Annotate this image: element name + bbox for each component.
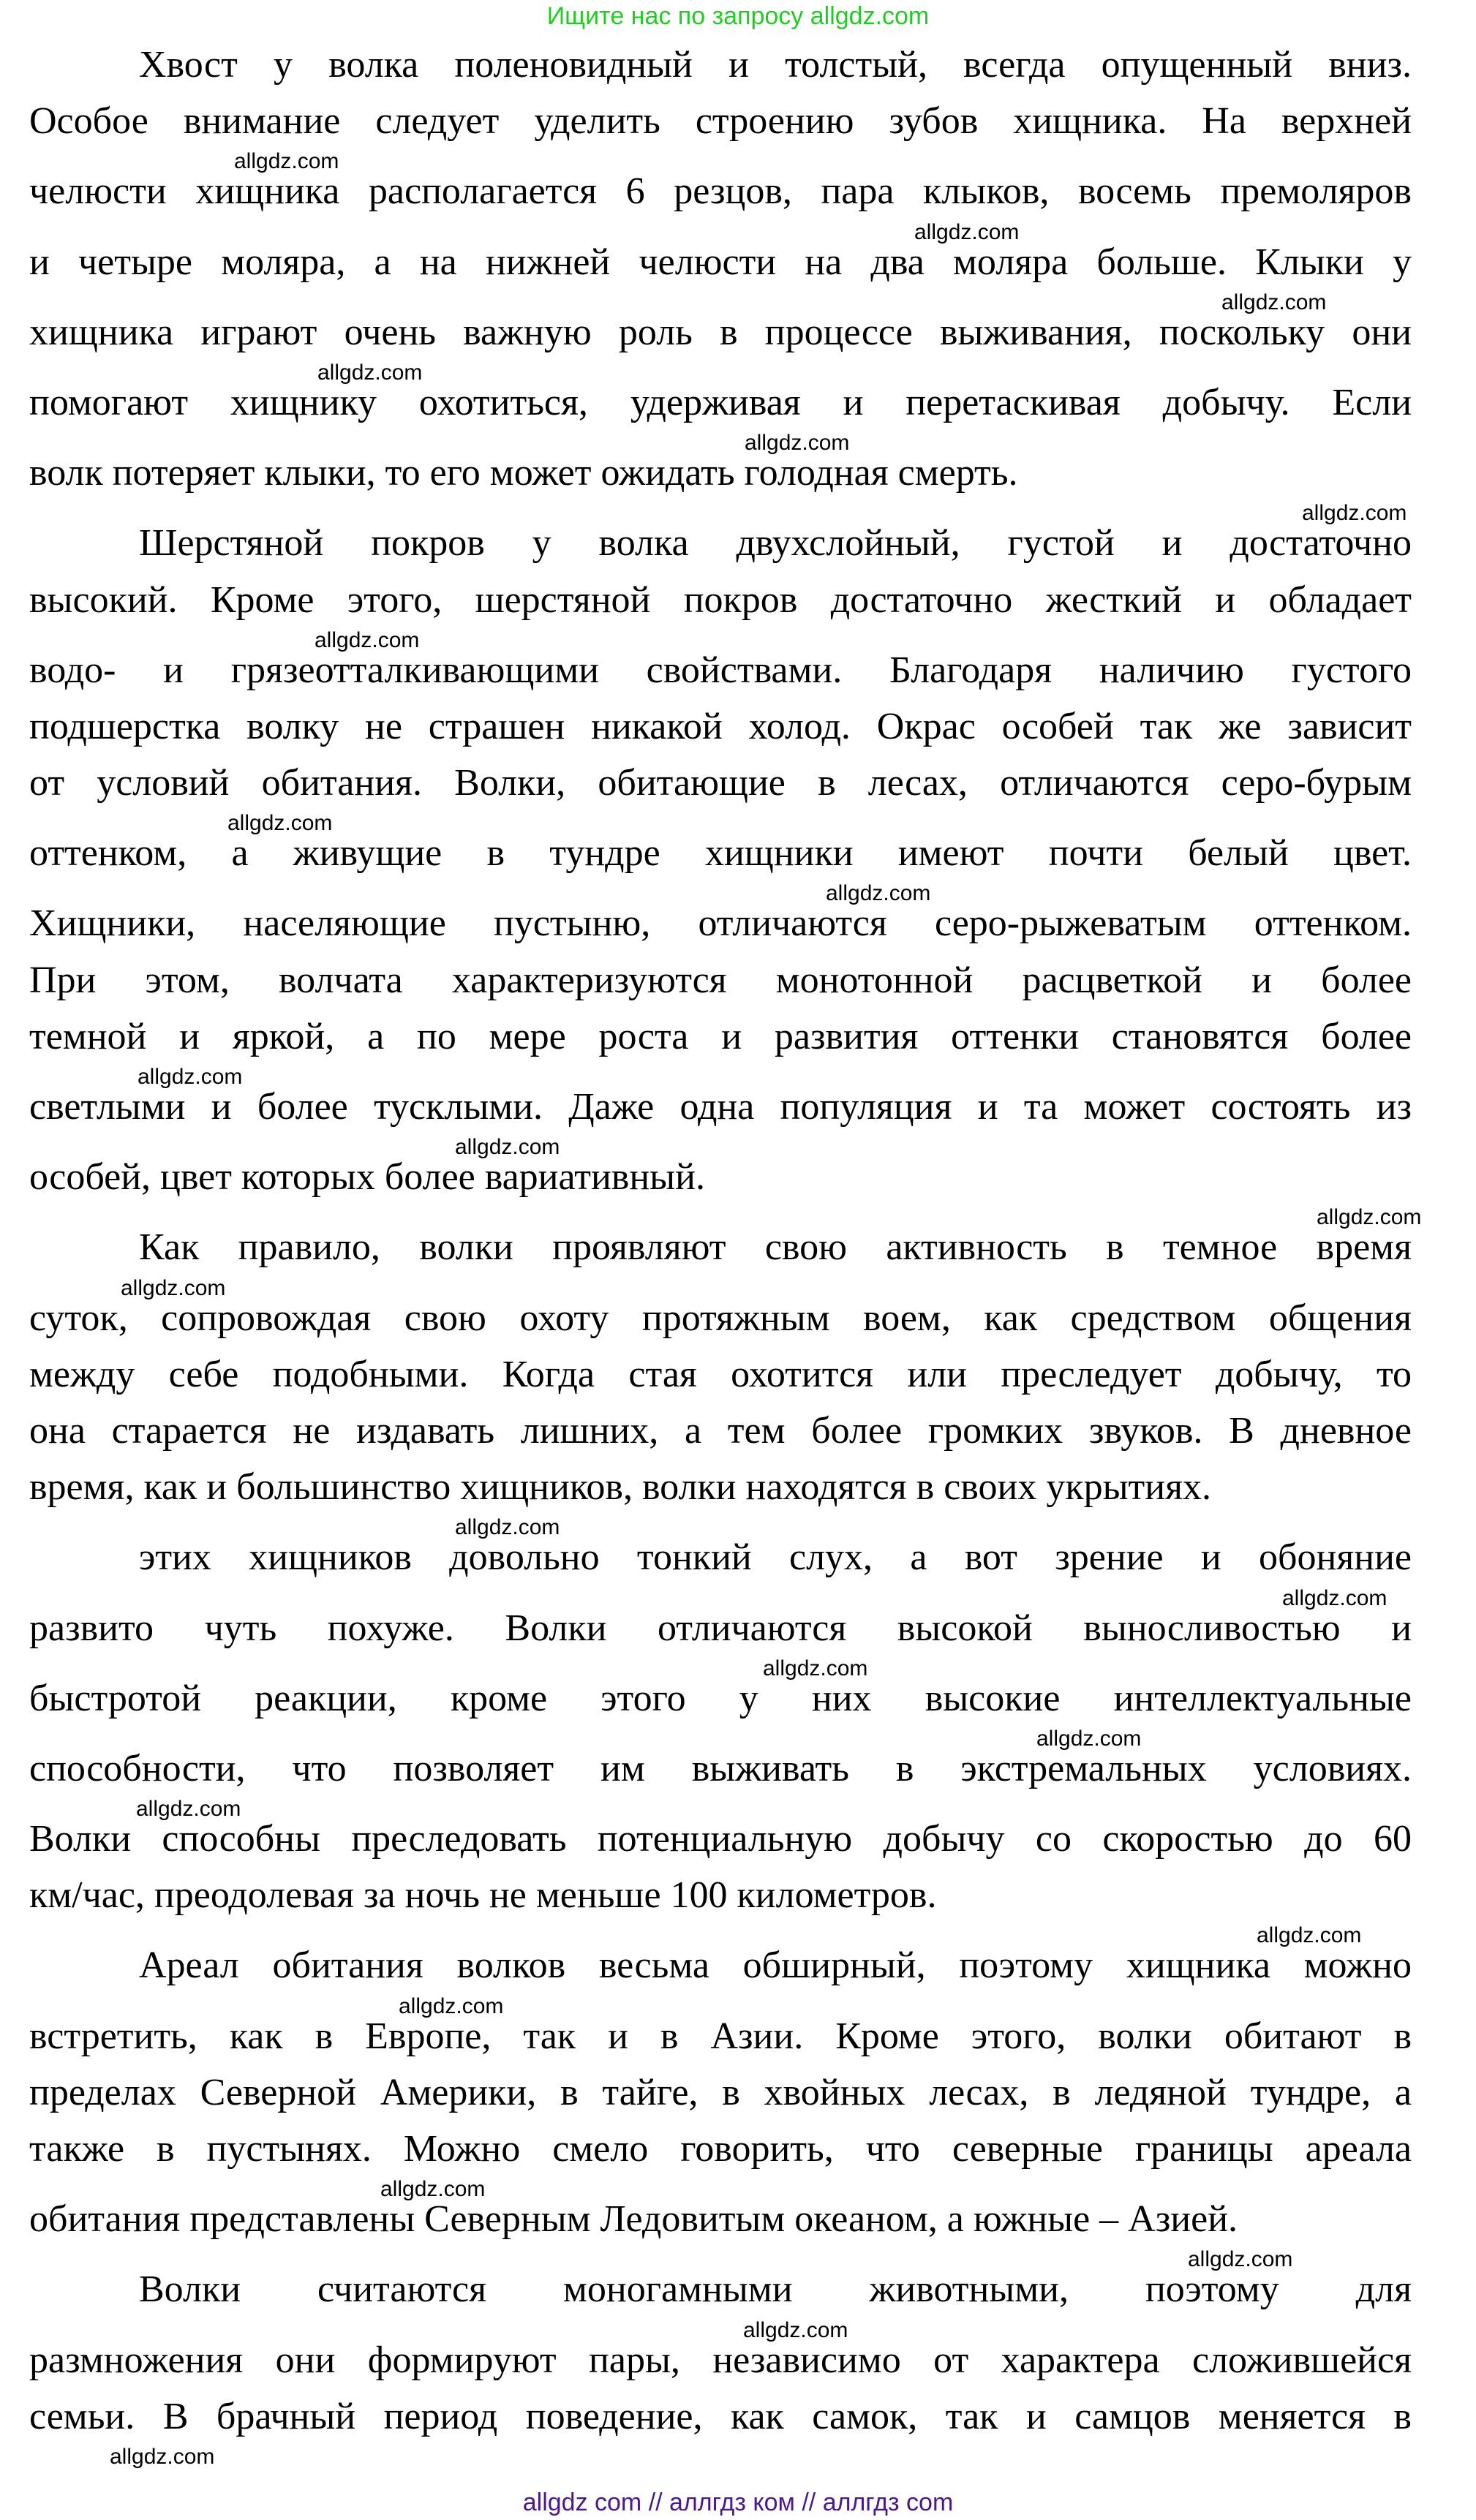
text-line: помогают хищнику охотиться, удерживая и перетаскивая добычу. Если: [29, 381, 1412, 423]
watermark-row: [29, 361, 1412, 385]
watermark-row: [29, 2177, 1412, 2202]
article-text: [29, 44, 1422, 2470]
watermark-row: [29, 628, 1412, 653]
watermark-row: [29, 1135, 1412, 1160]
watermark-row: [29, 1515, 1412, 1540]
text-line: также в пустынях. Можно смело говорить, что северные границы ареала: [29, 2128, 1412, 2170]
text-line: челюсти хищника располагается 6 резцов, пара клыков, восемь премоляров: [29, 170, 1412, 213]
text-line: высокий. Кроме этого, шерстяной покров достаточно жесткий и обладает: [29, 578, 1412, 621]
text-line: Хвост у волка поленовидный и толстый, всегда опущенный вниз.: [139, 44, 1412, 86]
text-line: от условий обитания. Волки, обитающие в лесах, отличаются серо-бурым: [29, 762, 1412, 804]
watermark-row: [29, 290, 1412, 315]
text-line: встретить, как в Европе, так и в Азии. Кроме этого, волки обитают в: [29, 2015, 1412, 2057]
watermark: allgdz.com: [1302, 501, 1407, 526]
watermark: allgdz.com: [136, 1797, 241, 1822]
watermark-row: [29, 1205, 1422, 1230]
watermark-row: [29, 881, 1412, 906]
text-line: развито чуть похуже. Волки отличаются высокой выносливостью и: [29, 1607, 1412, 1649]
watermark: allgdz.com: [317, 360, 423, 385]
watermark-row: [29, 149, 1412, 174]
text-line: Ареал обитания волков весьма обширный, поэтому хищника можно: [139, 1944, 1412, 1987]
text-line: особей, цвет которых более вариативный.: [29, 1156, 705, 1199]
text-line: При этом, волчата характеризуются монотонной расцветкой и более: [29, 959, 1412, 1001]
watermark: allgdz.com: [826, 881, 931, 906]
text-line: волк потеряет клыки, то его может ожидать голодная смерть.: [29, 452, 1018, 494]
watermark: allgdz.com: [121, 1275, 226, 1300]
watermark-row: [29, 1727, 1412, 1751]
text-line: светлыми и более тусклыми. Даже одна популяция и та может состоять из: [29, 1086, 1412, 1128]
watermark-row: [29, 1065, 1412, 1090]
text-line: Волки способны преследовать потенциальную добычу со скоростью до 60: [29, 1818, 1412, 1860]
text-line: пределах Северной Америки, в тайге, в хвойных лесах, в ледяной тундре, а: [29, 2071, 1412, 2113]
watermark: allgdz.com: [315, 627, 420, 652]
watermark: allgdz.com: [1317, 1205, 1422, 1230]
watermark-row: [29, 2318, 1412, 2343]
text-line: и четыре моляра, а на нижней челюсти на два моляра больше. Клыки у: [29, 241, 1412, 283]
text-line: оттенком, а живущие в тундре хищники имеют почти белый цвет.: [29, 832, 1412, 875]
watermark: allgdz.com: [743, 2317, 848, 2342]
text-line: Хищники, населяющие пустыню, отличаются серо-рыжеватым оттенком.: [29, 902, 1412, 945]
watermark-row: [29, 811, 1412, 836]
text-line: суток, сопровождая свою охоту протяжным воем, как средством общения: [29, 1297, 1412, 1339]
watermark: allgdz.com: [1036, 1726, 1142, 1751]
watermark-row: [29, 1276, 1412, 1301]
watermark-row: [29, 1656, 1412, 1681]
text-line: обитания представлены Северным Ледовитым океаном, а южные – Азией.: [29, 2198, 1238, 2241]
text-line: Волки считаются моногамными животными, поэтому для: [139, 2268, 1412, 2311]
watermark-row: [29, 2445, 1412, 2470]
text-line: она старается не издавать лишних, а тем более громких звуков. В дневное: [29, 1409, 1412, 1452]
watermark-row: [29, 220, 1412, 245]
text-line: подшерстка волку не страшен никакой холод. Окрас особей так же зависит: [29, 705, 1412, 747]
watermark: allgdz.com: [1282, 1585, 1387, 1610]
watermark: allgdz.com: [227, 811, 333, 836]
text-line: быстротой реакции, кроме этого у них высокие интеллектуальные: [29, 1677, 1412, 1719]
watermark: allgdz.com: [455, 1135, 560, 1160]
text-line: Как правило, волки проявляют свою активность в темное время: [139, 1226, 1412, 1269]
watermark: allgdz.com: [1188, 2247, 1293, 2272]
watermark: allgdz.com: [455, 1515, 560, 1540]
text-line: км/час, преодолевая за ночь не меньше 100 километров.: [29, 1874, 937, 1917]
text-line: темной и яркой, а по мере роста и развития оттенки становятся более: [29, 1015, 1412, 1057]
watermark-row: [29, 1797, 1412, 1822]
watermark: allgdz.com: [399, 1993, 504, 2018]
text-line: хищника играют очень важную роль в процессе выживания, поскольку они: [29, 311, 1412, 353]
watermark: allgdz.com: [1221, 290, 1327, 314]
text-line: Особое внимание следует уделить строению зубов хищника. На верхней: [29, 100, 1412, 143]
text-line: между себе подобными. Когда стая охотится или преследует добычу, то: [29, 1353, 1412, 1395]
watermark: allgdz.com: [763, 1656, 868, 1680]
watermark: allgdz.com: [745, 431, 850, 456]
top-search-banner: Ищите нас по запросу allgdz.com: [546, 2, 930, 30]
text-line: Шерстяной покров у волка двухслойный, густой и достаточно: [139, 522, 1412, 565]
text-line: семьи. В брачный период поведение, как самок, так и самцов меняется в: [29, 2395, 1412, 2437]
text-line: способности, что позволяет им выживать в экстремальных условиях.: [29, 1747, 1412, 1789]
watermark: allgdz.com: [1257, 1923, 1362, 1948]
watermark: allgdz.com: [138, 1065, 243, 1089]
watermark-row: [29, 2247, 1412, 2272]
watermark-row: [29, 431, 1412, 456]
text-line: время, как и большинство хищников, волки находятся в своих укрытиях.: [29, 1466, 1211, 1509]
watermark-row: [29, 1994, 1412, 2019]
text-line: водо- и грязеотталкивающими свойствами. Благодаря наличию густого: [29, 649, 1412, 691]
bottom-site-banner: allgdz com // аллгдз ком // аллгдз com: [522, 2488, 954, 2516]
watermark: allgdz.com: [234, 149, 339, 174]
watermark-row: [29, 1586, 1412, 1611]
watermark: allgdz.com: [380, 2177, 486, 2202]
watermark: allgdz.com: [914, 219, 1020, 244]
watermark-row: [29, 1923, 1412, 1948]
watermark: allgdz.com: [110, 2444, 215, 2469]
watermark-row: [29, 501, 1412, 526]
text-line: размножения они формируют пары, независимо от характера сложившейся: [29, 2339, 1412, 2381]
text-line: этих хищников довольно тонкий слух, а вот зрение и обоняние: [139, 1536, 1412, 1579]
